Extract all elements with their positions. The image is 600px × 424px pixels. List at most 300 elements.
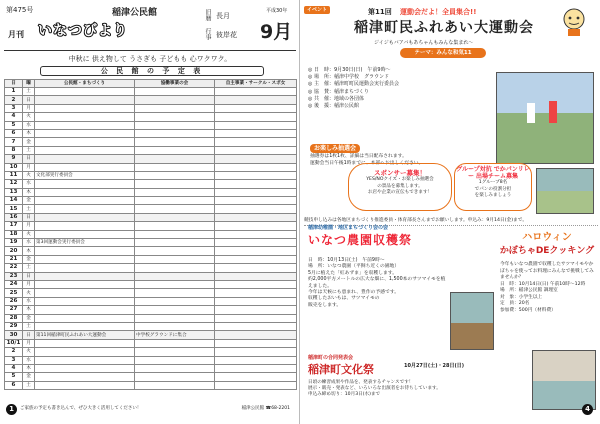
jishu-cell [215, 373, 297, 381]
kyodo-cell [135, 155, 215, 163]
day-cell: 5 [5, 121, 23, 129]
halloween-title: ハロウィン [522, 232, 572, 243]
event-tagline: ジイジもバアバもあちゃんもみんな集まれ～ [374, 40, 474, 46]
jishu-cell [215, 113, 297, 121]
weekday-cell: 日 [23, 272, 35, 280]
harvest-line: 場 所：いなつ農園（平飼ち近くの園地） [308, 264, 400, 270]
day-cell: 3 [5, 356, 23, 364]
table-row [5, 113, 297, 121]
kominkan-cell: 第3回運動会実行委員会 [35, 239, 135, 247]
kyodo-cell [135, 213, 215, 221]
day-cell: 10 [5, 163, 23, 171]
kyodo-cell [135, 272, 215, 280]
info-line: ◎ 場 所：稲津中学校 グラウンド [308, 74, 389, 81]
kyodo-cell [135, 314, 215, 322]
table-row [5, 129, 297, 137]
day-cell: 6 [5, 381, 23, 389]
kyodo-cell [135, 348, 215, 356]
table-row [5, 155, 297, 163]
kyodo-cell [135, 255, 215, 263]
day-cell: 9 [5, 155, 23, 163]
day-cell: 1 [5, 88, 23, 96]
jishu-cell [215, 339, 297, 347]
table-row [5, 255, 297, 263]
month-flower: 彼岸花 [216, 31, 237, 39]
table-row [5, 339, 297, 347]
kominkan-cell [35, 222, 135, 230]
weekday-cell: 火 [23, 289, 35, 297]
table-row [5, 205, 297, 213]
harvest-text [308, 258, 446, 309]
table-row [5, 171, 297, 179]
event-theme: テーマ：みんな和気11 [400, 48, 486, 58]
weekday-cell: 月 [23, 104, 35, 112]
sponsor-text: YES/NOクイズ・お楽しみ抽選会 [366, 177, 434, 182]
info-line: ◎ 日 時：9月30日(日) 午前9時～ [308, 67, 391, 73]
day-cell: 25 [5, 289, 23, 297]
registration-note: 競技申し込みは各地区まちづくり推進委員・体育部長さんまでお願いします。申込み：9月14日(金)まで。 [304, 217, 598, 226]
group-text: 1グループ8名 [478, 180, 508, 185]
jishu-cell [215, 155, 297, 163]
old-month: 長月 [216, 12, 230, 20]
col-kominkan: 公民館・まちづくり [35, 80, 135, 88]
event-label: イベント [304, 6, 330, 14]
kominkan-cell [35, 213, 135, 221]
table-row [5, 331, 297, 339]
halloween-line: 今年もいなつ農園で収穫したサツマイモやかぼちゃを使ってお料理にみんなで挑戦してみませんか？ [500, 262, 594, 280]
table-row [5, 364, 297, 372]
info-line: ◎ 後 援：稲津公民館 [308, 103, 359, 110]
weekday-cell: 土 [23, 322, 35, 330]
table-row [5, 121, 297, 129]
jishu-cell [215, 364, 297, 372]
col-day: 日 [5, 80, 23, 88]
weekday-cell: 金 [23, 314, 35, 322]
kyodo-cell [135, 264, 215, 272]
org-name: 稲津公民館 [112, 8, 158, 18]
weekday-cell: 水 [23, 180, 35, 188]
kominkan-cell [35, 373, 135, 381]
weekday-cell: 火 [23, 171, 35, 179]
jishu-cell [215, 205, 297, 213]
group-text: でパンの役割分担 [474, 186, 512, 192]
lottery-text: 抽選券は1枚1枚、詳細は当日配布されます。 [310, 154, 407, 159]
table-row [5, 230, 297, 238]
info-line: ◎ 主 催：稲津町町民運動会実行委員会 [308, 81, 399, 88]
table-row [5, 381, 297, 389]
harvest-line: 販売をします。 [308, 302, 342, 308]
table-row [5, 180, 297, 188]
day-cell: 20 [5, 247, 23, 255]
weekday-cell: 木 [23, 364, 35, 372]
table-row [5, 247, 297, 255]
weekday-cell: 日 [23, 213, 35, 221]
day-cell: 22 [5, 264, 23, 272]
kyodo-cell [135, 88, 215, 96]
kominkan-cell [35, 280, 135, 288]
weekday-cell: 土 [23, 88, 35, 96]
weekday-cell: 月 [23, 163, 35, 171]
kominkan-cell [35, 88, 135, 96]
weekday-cell: 土 [23, 264, 35, 272]
event-header [302, 3, 598, 63]
day-cell: 14 [5, 197, 23, 205]
kominkan-cell [35, 163, 135, 171]
day-cell: 2 [5, 348, 23, 356]
jishu-cell [215, 247, 297, 255]
month-number: 9月 [260, 21, 293, 43]
day-cell: 28 [5, 314, 23, 322]
table-row [5, 348, 297, 356]
table-row [5, 104, 297, 112]
culture-line: 展示・販売・発表など、いろいろな出演者をお待ちしています。 [308, 386, 441, 391]
jishu-cell [215, 213, 297, 221]
kyodo-cell [135, 373, 215, 381]
day-cell: 13 [5, 188, 23, 196]
jishu-cell [215, 222, 297, 230]
jishu-cell [215, 348, 297, 356]
kominkan-cell [35, 314, 135, 322]
event-title: 稲津町民ふれあい大運動会 [354, 20, 534, 36]
schedule-table [4, 79, 296, 390]
table-row [5, 146, 297, 154]
day-cell: 17 [5, 222, 23, 230]
jishu-cell [215, 121, 297, 129]
weekday-cell: 水 [23, 121, 35, 129]
page-number: 4 [582, 404, 593, 415]
table-row [5, 322, 297, 330]
table-row [5, 138, 297, 146]
kyodo-cell [135, 104, 215, 112]
kominkan-cell [35, 155, 135, 163]
kominkan-cell [35, 322, 135, 330]
table-row [5, 272, 297, 280]
weekday-cell: 月 [23, 222, 35, 230]
table-row [5, 356, 297, 364]
harvest-line: 5月に植えた「紅あずま」を収穫します。 [308, 270, 398, 276]
newsletter-logo: いなつびより [38, 23, 128, 39]
sports-day-photo [496, 72, 594, 164]
day-cell: 27 [5, 306, 23, 314]
kyodo-cell [135, 297, 215, 305]
table-row [5, 96, 297, 104]
kyodo-cell [135, 205, 215, 213]
day-cell: 23 [5, 272, 23, 280]
footnote-text: ご家族の予定も書き込んで、ぜひ大きく活用してください！ [20, 406, 142, 411]
sponsor-box [348, 163, 452, 211]
month-block [204, 6, 296, 46]
table-row [5, 239, 297, 247]
festival-photo [532, 350, 596, 410]
old-month-tag: 旧暦 [204, 9, 211, 21]
day-cell: 26 [5, 297, 23, 305]
day-cell: 19 [5, 239, 23, 247]
kominkan-cell: 第11回稲津町民ふれあい大運動会 [35, 331, 135, 339]
jishu-cell [215, 171, 297, 179]
kyodo-cell [135, 356, 215, 364]
day-cell: 4 [5, 364, 23, 372]
weekday-cell: 金 [23, 138, 35, 146]
jishu-cell [215, 104, 297, 112]
culture-line: 日頃の練習成果や作品を、発表するチャンスです！ [308, 380, 414, 385]
jishu-cell [215, 96, 297, 104]
group-text: を楽しみましょう [474, 193, 512, 198]
jishu-cell [215, 289, 297, 297]
table-row [5, 88, 297, 96]
harvest-line: 収穫したおいもは、サツマイモの [308, 296, 380, 302]
culture-text [308, 380, 508, 398]
kominkan-cell [35, 138, 135, 146]
day-cell: 6 [5, 129, 23, 137]
kominkan-cell [35, 306, 135, 314]
kyodo-cell [135, 322, 215, 330]
weekday-cell: 木 [23, 306, 35, 314]
halloween-line: 定 員：20名 [500, 301, 530, 306]
weekday-cell: 月 [23, 339, 35, 347]
table-row [5, 280, 297, 288]
kyodo-cell [135, 289, 215, 297]
weekday-cell: 火 [23, 348, 35, 356]
right-page [300, 0, 600, 424]
table-row [5, 306, 297, 314]
halloween-line: 対 象：小学生以上 [500, 294, 543, 300]
kyodo-cell [135, 188, 215, 196]
harvest-line: 今年は天候にも恵まれ、豊作の予感です。 [308, 290, 400, 296]
issue-number: 第475号 [6, 6, 34, 14]
kyodo-cell [135, 381, 215, 389]
table-row [5, 314, 297, 322]
weekday-cell: 木 [23, 247, 35, 255]
table-row [5, 213, 297, 221]
gekkan-label: 月刊 [8, 30, 24, 39]
halloween-subtitle: かぼちゃDEクッキング [499, 246, 595, 256]
kominkan-cell [35, 96, 135, 104]
jishu-cell [215, 197, 297, 205]
day-cell: 2 [5, 96, 23, 104]
kominkan-cell [35, 180, 135, 188]
event-number: 第11回 [368, 8, 392, 16]
kominkan-cell [35, 255, 135, 263]
jishu-cell [215, 272, 297, 280]
kominkan-cell [35, 272, 135, 280]
kominkan-cell [35, 104, 135, 112]
day-cell: 3 [5, 104, 23, 112]
relay-photo [536, 168, 594, 214]
lottery-heading: お楽しみ抽選会 [310, 144, 360, 153]
jishu-cell [215, 188, 297, 196]
jishu-cell [215, 280, 297, 288]
col-weekday: 曜 [23, 80, 35, 88]
jishu-cell [215, 239, 297, 247]
kyodo-cell [135, 121, 215, 129]
weekday-cell: 火 [23, 113, 35, 121]
jishu-cell [215, 331, 297, 339]
kominkan-cell [35, 129, 135, 137]
kyodo-cell [135, 138, 215, 146]
day-cell: 4 [5, 113, 23, 121]
weekday-cell: 月 [23, 280, 35, 288]
kyodo-cell [135, 280, 215, 288]
jishu-cell [215, 297, 297, 305]
table-row [5, 297, 297, 305]
jishu-cell [215, 356, 297, 364]
kyodo-cell [135, 163, 215, 171]
weekday-cell: 水 [23, 297, 35, 305]
table-row [5, 197, 297, 205]
kominkan-cell [35, 146, 135, 154]
table-row [5, 289, 297, 297]
kyodo-cell [135, 222, 215, 230]
table-row [5, 264, 297, 272]
kyodo-cell [135, 239, 215, 247]
day-cell: 18 [5, 230, 23, 238]
culture-festival [308, 354, 528, 377]
lottery-text: 運動会当日午後1時までに、本部へお出しください。 [310, 160, 424, 166]
kominkan-cell [35, 197, 135, 205]
col-jishu: 自主事業・サークル・スポ女 [215, 80, 297, 88]
weekday-cell: 金 [23, 373, 35, 381]
kominkan-cell [35, 188, 135, 196]
day-cell: 10/1 [5, 339, 23, 347]
kyodo-cell [135, 339, 215, 347]
kyodo-cell [135, 113, 215, 121]
col-kyodo: 協働事業の会 [135, 80, 215, 88]
group-heading: グループ対抗 でかパンリレー 出場チーム募集 [456, 166, 530, 180]
table-row [5, 222, 297, 230]
table-row [5, 373, 297, 381]
jishu-cell [215, 163, 297, 171]
jishu-cell [215, 138, 297, 146]
jishu-cell [215, 88, 297, 96]
table-footnote [20, 405, 290, 411]
harvest-header [308, 224, 488, 248]
weekday-cell: 日 [23, 155, 35, 163]
weekday-cell: 木 [23, 188, 35, 196]
kominkan-cell [35, 230, 135, 238]
weekday-cell: 金 [23, 197, 35, 205]
kyodo-cell [135, 247, 215, 255]
table-row [5, 163, 297, 171]
day-cell: 30 [5, 331, 23, 339]
kyodo-cell: 中学校グラウンドに集合 [135, 331, 215, 339]
jishu-cell [215, 314, 297, 322]
day-cell: 24 [5, 280, 23, 288]
kyodo-cell [135, 129, 215, 137]
mascot-icon [560, 7, 588, 37]
weekday-cell: 土 [23, 205, 35, 213]
harvest-title: いなつ農園収穫祭 [308, 233, 413, 247]
weekday-cell: 火 [23, 230, 35, 238]
day-cell: 21 [5, 255, 23, 263]
table-header-row [5, 80, 297, 88]
sponsor-text: お店や企業の宣伝もできます！ [367, 190, 433, 195]
day-cell: 29 [5, 322, 23, 330]
kyodo-cell [135, 306, 215, 314]
weekday-cell: 水 [23, 239, 35, 247]
kyodo-cell [135, 197, 215, 205]
kominkan-cell: 文化部実行委員会 [35, 171, 135, 179]
sponsor-heading: スポンサー募集！ [374, 169, 426, 177]
harvest-photo [450, 292, 494, 350]
kominkan-cell [35, 297, 135, 305]
info-line: ◎ 共 催：地域の各団体 [308, 95, 364, 102]
kyodo-cell [135, 180, 215, 188]
kominkan-cell [35, 348, 135, 356]
jishu-cell [215, 129, 297, 137]
halloween-header [496, 228, 598, 256]
kominkan-cell [35, 121, 135, 129]
kominkan-cell [35, 264, 135, 272]
kominkan-cell [35, 381, 135, 389]
page-number: 1 [6, 404, 17, 415]
jishu-cell [215, 381, 297, 389]
harvest-lead: 稲津幼稚園・地区まちづくり会の会 [308, 225, 388, 231]
kyodo-cell [135, 364, 215, 372]
day-cell: 11 [5, 171, 23, 179]
jishu-cell [215, 146, 297, 154]
weekday-cell: 水 [23, 356, 35, 364]
halloween-line: 場 所：稲津公民館 調理室 [500, 288, 558, 293]
kyodo-cell [135, 146, 215, 154]
weekday-cell: 木 [23, 129, 35, 137]
info-line: ◎ 協 賛：稲津まちづくり [308, 88, 369, 95]
jishu-cell [215, 322, 297, 330]
jishu-cell [215, 255, 297, 263]
event-subtitle: 運動会だよ！全員集合!! [400, 8, 477, 16]
kominkan-cell [35, 356, 135, 364]
schedule-title: 公 民 館 の 予 定 表 [40, 66, 264, 76]
day-cell: 5 [5, 373, 23, 381]
culture-date: 10月27日(土)・28日(日) [404, 363, 465, 369]
jishu-cell [215, 306, 297, 314]
event-info [308, 67, 488, 110]
kominkan-cell [35, 247, 135, 255]
era-year: 平成30年 [266, 8, 288, 14]
sponsor-text: の景品を募集します。 [377, 183, 423, 189]
day-cell: 16 [5, 213, 23, 221]
day-cell: 8 [5, 146, 23, 154]
kyodo-cell [135, 96, 215, 104]
table-row [5, 188, 297, 196]
day-cell: 7 [5, 138, 23, 146]
kyodo-cell [135, 230, 215, 238]
weekday-cell: 金 [23, 255, 35, 263]
month-slogan: 中秋に 供え物して うさぎも 子どもも 心ワクワク。 [68, 55, 232, 63]
halloween-line: 日 時：10月14日(日) 午前10時～12時 [500, 281, 586, 287]
culture-lead: 稲津町の合同発表会 [308, 355, 354, 361]
masthead [4, 3, 296, 51]
weekday-cell: 日 [23, 96, 35, 104]
jishu-cell [215, 180, 297, 188]
group-relay-box [454, 163, 532, 211]
halloween-line: 参加費：500円（材料費） [500, 307, 556, 313]
jishu-cell [215, 264, 297, 272]
phone-number: 稲津公民館 ☎68-2201 [241, 406, 290, 411]
day-cell: 12 [5, 180, 23, 188]
kominkan-cell [35, 113, 135, 121]
kyodo-cell [135, 171, 215, 179]
kominkan-cell [35, 289, 135, 297]
harvest-line: 約2,000平方メートルの広大な畑に、1,500本のサツマイモを植えました。 [308, 277, 446, 289]
weekday-cell: 土 [23, 146, 35, 154]
kominkan-cell [35, 205, 135, 213]
culture-title: 稲津町文化祭 [308, 363, 374, 376]
event-tag: 行事 [204, 28, 211, 40]
kominkan-cell [35, 339, 135, 347]
halloween-text [500, 262, 596, 314]
kominkan-cell [35, 364, 135, 372]
day-cell: 15 [5, 205, 23, 213]
